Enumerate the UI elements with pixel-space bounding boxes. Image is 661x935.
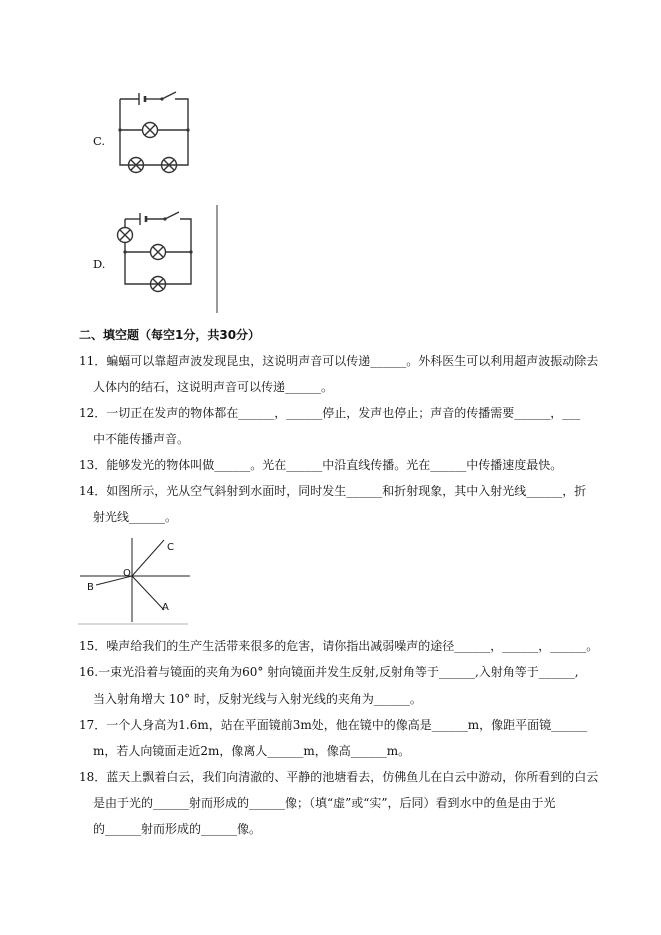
question-16-line-1: 16.一束光沿着与镜面的夹角为60° 射向镜面并发生反射,反射角等于______,入射角等于______, (79, 665, 579, 679)
option-d-label: D. (93, 257, 106, 271)
question-15: 15．噪声给我们的生产生活带来很多的危害，请你指出减弱噪声的途径______，______，______。 (79, 639, 599, 653)
question-18-line-2: 是由于光的______射而形成的______像；（填“虚”或“实”，后同）看到水中的鱼是由于光 (93, 796, 556, 810)
question-12-line-1: 12．一切正在发声的物体都在______，______停止，发声也停止；声音的传播需要______，___ (79, 406, 581, 420)
question-16-line-2: 当入射角增大 10° 时，反射光线与入射光线的夹角为______。 (93, 692, 422, 706)
question-18-line-1: 18．蓝天上飘着白云，我们向清澈的、平静的池塘看去，仿佛鱼儿在白云中游动，你所看到的白云 (79, 770, 599, 784)
refraction-figure (78, 536, 198, 626)
figure-label-c: C (167, 542, 174, 553)
question-14-line-1: 14．如图所示，光从空气斜射到水面时，同时发生______和折射现象，其中入射光线______，折 (79, 484, 587, 498)
question-18-line-3: 的______射而形成的______像。 (93, 822, 262, 836)
question-11-line-2: 人体内的结石，这说明声音可以传递______。 (93, 380, 334, 394)
question-17-line-1: 17．一个人身高为1.6m，站在平面镜前3m处，他在镜中的像高是______m，像距平面镜______ (79, 718, 588, 732)
question-14-line-2: 射光线______。 (93, 510, 178, 524)
figure-label-o: O (123, 568, 131, 579)
figure-label-b: B (87, 582, 94, 593)
question-12-line-2: 中不能传播声音。 (93, 432, 190, 446)
circuit-diagram-d (110, 205, 225, 317)
question-17-line-2: m，若人向镜面走近2m，像离人______m，像高______m。 (93, 744, 411, 758)
question-13: 13．能够发光的物体叫做______。光在______中沿直线传播。光在______中传播速度最快。 (79, 458, 563, 472)
question-11-line-1: 11．蝙蝠可以靠超声波发现昆虫，这说明声音可以传递______。外科医生可以利用超声波振动除去 (79, 354, 599, 368)
section-title: 二、填空题（每空1分，共30分） (79, 328, 261, 342)
figure-label-a: A (162, 602, 169, 613)
option-c-label: C. (93, 134, 106, 148)
circuit-diagram-c (105, 82, 215, 182)
